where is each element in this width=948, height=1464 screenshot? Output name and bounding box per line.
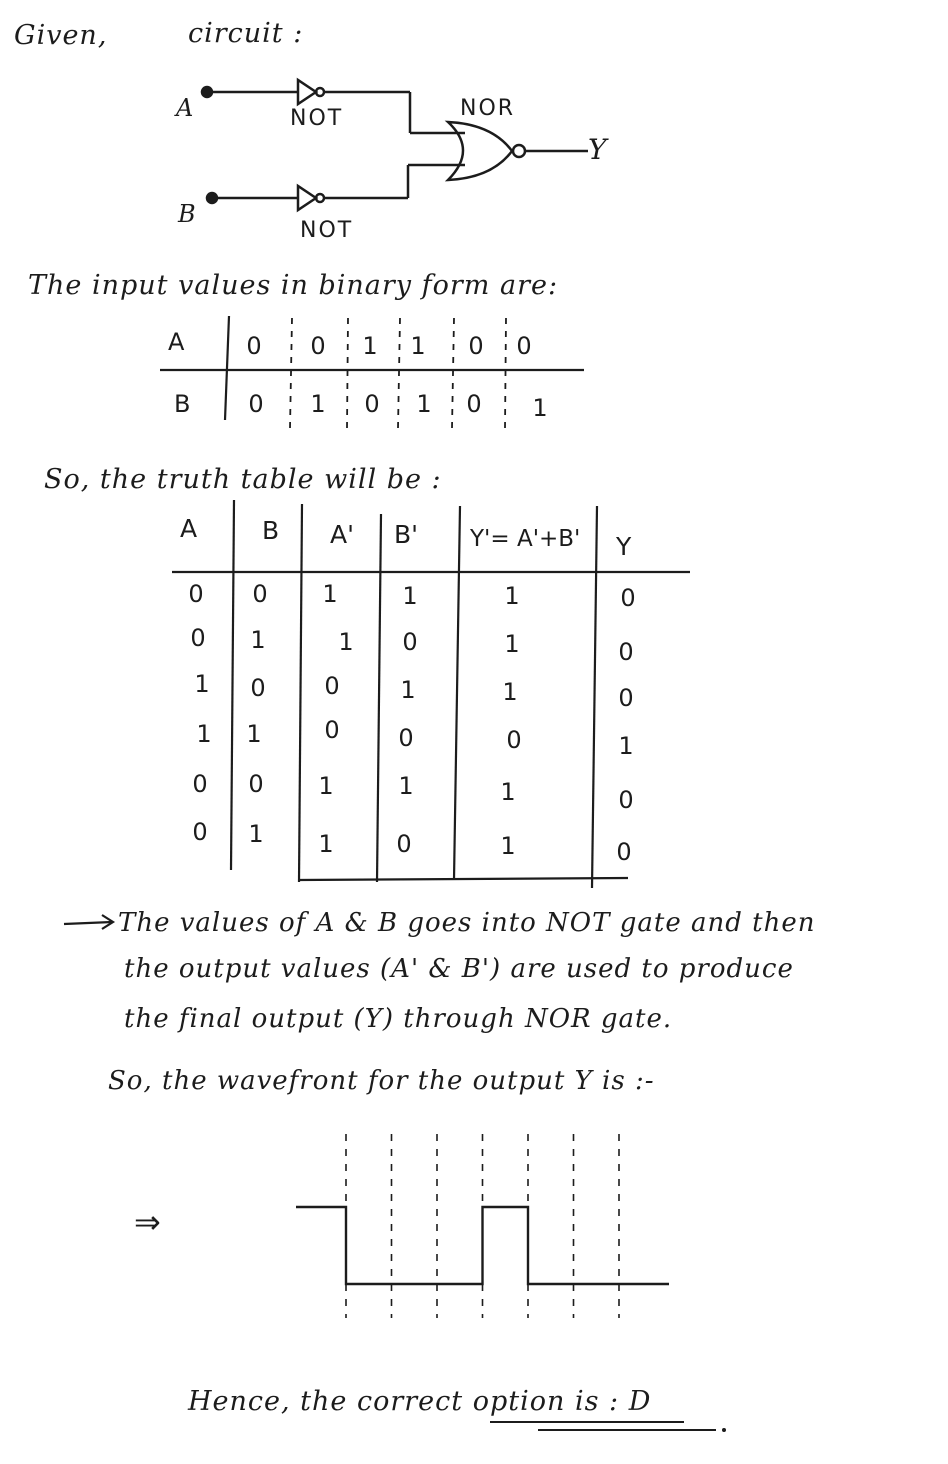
- circuit-output-y: Y: [588, 133, 608, 166]
- explanation-line-2: the output values (A' & B') are used to produce: [124, 954, 794, 984]
- explanation-line-4: So, the wavefront for the output Y is :-: [108, 1066, 655, 1096]
- tt-cell: 1: [194, 670, 210, 698]
- input-a-value: 0: [468, 332, 484, 360]
- tt-cell: 0: [398, 724, 414, 752]
- circuit-input-a: A: [176, 94, 195, 122]
- tt-cell: 1: [400, 676, 416, 704]
- inputs-heading: The input values in binary form are:: [28, 270, 559, 301]
- not-gate-a-label: NOT: [290, 106, 344, 131]
- tt-cell: 1: [504, 582, 520, 610]
- waveform-arrow-icon: ⇒: [134, 1203, 161, 1241]
- tt-cell: 1: [504, 630, 520, 658]
- input-a-value: 1: [410, 332, 426, 360]
- input-b-value: 0: [248, 390, 264, 418]
- tt-cell: 1: [196, 720, 212, 748]
- tt-cell: 0: [324, 716, 340, 744]
- input-b-value: 0: [364, 390, 380, 418]
- tt-cell: 1: [618, 732, 634, 760]
- not-gate-b-label: NOT: [300, 218, 354, 243]
- tt-cell: 1: [338, 628, 354, 656]
- tt-cell: 1: [322, 580, 338, 608]
- input-b-value: 0: [466, 390, 482, 418]
- input-a-value: 1: [362, 332, 378, 360]
- input-a-value: 0: [310, 332, 326, 360]
- input-row-a-label: A: [168, 328, 185, 356]
- explanation-line-1: The values of A & B goes into NOT gate and then: [118, 908, 816, 938]
- input-b-value: 1: [310, 390, 326, 418]
- tt-cell: 0: [324, 672, 340, 700]
- input-a-value: 0: [516, 332, 532, 360]
- tt-cell: 0: [620, 584, 636, 612]
- tt-cell: 0: [250, 674, 266, 702]
- tt-header-a-not: A': [330, 520, 354, 549]
- given-label: Given,: [14, 20, 108, 51]
- tt-cell: 0: [252, 580, 268, 608]
- conclusion-text: Hence, the correct option is : D: [188, 1386, 652, 1417]
- tt-cell: 1: [500, 832, 516, 860]
- explanation-line-3: the final output (Y) through NOR gate.: [124, 1004, 673, 1034]
- tt-cell: 0: [248, 770, 264, 798]
- tt-cell: 0: [506, 726, 522, 754]
- tt-cell: 0: [616, 838, 632, 866]
- tt-cell: 0: [618, 684, 634, 712]
- tt-cell: 1: [500, 778, 516, 806]
- tt-cell: 0: [188, 580, 204, 608]
- tt-cell: 1: [402, 582, 418, 610]
- truth-table-heading: So, the truth table will be :: [44, 464, 442, 495]
- tt-cell: 0: [192, 818, 208, 846]
- tt-cell: 1: [246, 720, 262, 748]
- input-b-value: 1: [416, 390, 432, 418]
- circuit-label: circuit :: [188, 18, 304, 49]
- input-b-value: 1: [532, 394, 548, 422]
- tt-cell: 1: [502, 678, 518, 706]
- tt-header-b: B: [262, 516, 280, 545]
- tt-header-a: A: [180, 514, 198, 543]
- tt-cell: 0: [402, 628, 418, 656]
- tt-cell: 0: [396, 830, 412, 858]
- tt-cell: 1: [318, 772, 334, 800]
- nor-gate-label: NOR: [460, 96, 516, 121]
- tt-cell: 0: [190, 624, 206, 652]
- tt-cell: 0: [192, 770, 208, 798]
- tt-cell: 1: [250, 626, 266, 654]
- tt-cell: 0: [618, 786, 634, 814]
- circuit-input-b: B: [178, 200, 197, 228]
- tt-header-y: Y: [616, 532, 632, 561]
- input-row-b-label: B: [174, 390, 191, 418]
- tt-cell: 1: [318, 830, 334, 858]
- tt-cell: 1: [398, 772, 414, 800]
- input-a-value: 0: [246, 332, 262, 360]
- tt-header-y-prime: Y'= A'+B': [470, 526, 581, 552]
- tt-header-b-not: B': [394, 520, 419, 549]
- tt-cell: 1: [248, 820, 264, 848]
- tt-cell: 0: [618, 638, 634, 666]
